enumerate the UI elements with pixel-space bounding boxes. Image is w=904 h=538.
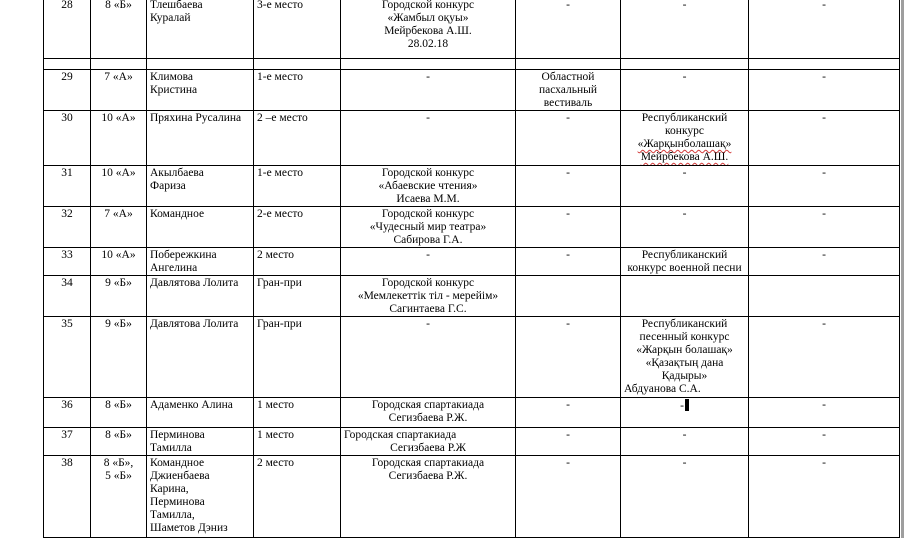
text-cursor [685,399,689,411]
table-row [44,276,900,317]
student-name-cell [147,59,254,70]
region-level-cell [516,166,621,207]
international-level-cell-text: - [822,167,826,179]
republic-level-cell-line: - [682,71,687,83]
region-level-cell [516,276,621,317]
table-row [44,207,900,248]
row-number-cell-text: 33 [61,249,73,261]
student-name-cell-line: Командное [150,457,205,469]
place-cell-text: 3-е место [257,0,303,11]
class-cell-line: 10 «А» [101,167,136,179]
international-level-cell [749,111,900,166]
class-cell [91,398,147,428]
republic-level-cell-line: Мейрбекова А.Ш. [640,151,729,163]
international-level-cell [749,248,900,276]
student-name-cell-line: Тлешбаева [150,0,203,11]
student-name-cell-line: Джиенбаева [150,470,210,482]
place-cell [254,276,341,317]
class-cell [91,59,147,70]
student-name-cell-line: Побережкина [150,249,217,261]
student-name-cell-line: Давлятова Лолита [150,318,239,330]
republic-level-cell [621,0,749,59]
region-level-cell-line: - [566,0,570,11]
student-name-cell-line: Тамилла, [150,509,195,521]
international-level-cell-text: - [822,318,826,330]
place-cell-text: 2 место [257,457,295,469]
republic-level-cell-line: конкурс [665,125,704,137]
republic-level-cell-line: Республиканский [641,112,728,124]
row-number-cell [44,248,91,276]
class-cell-line: 8 «Б» [105,0,132,11]
international-level-cell-text: - [822,457,826,469]
row-number-cell-text: 32 [61,208,73,220]
row-number-cell-text: 29 [61,71,73,83]
international-level-cell [749,207,900,248]
place-cell [254,456,341,538]
student-name-cell [147,456,254,538]
place-cell [254,166,341,207]
international-level-cell-text: - [822,71,826,83]
city-level-cell-line: Сегизбаева Р.Ж. [388,412,468,424]
republic-level-cell [621,70,749,111]
class-cell [91,456,147,538]
international-level-cell [749,398,900,428]
city-level-cell-line: «Чудесный мир театра» [369,221,487,233]
student-name-cell [147,317,254,398]
place-cell [254,398,341,428]
republic-level-cell-line: конкурс военной песни [627,262,742,274]
row-number-cell-text: 36 [61,399,73,411]
republic-level-cell [621,166,749,207]
student-name-cell-line: Пряхина Русалина [150,112,242,124]
table-row [44,70,900,111]
awards-table [43,0,900,538]
student-name-cell-line: Куралай [150,12,191,24]
student-name-cell-line: Кристина [150,84,198,96]
row-number-cell [44,59,91,70]
class-cell-line: 10 «А» [101,249,136,261]
region-level-cell [516,428,621,456]
place-cell [254,317,341,398]
class-cell [91,276,147,317]
republic-level-cell-line: - [624,399,745,413]
student-name-cell-line: Давлятова Лолита [150,277,239,289]
city-level-cell-line: Сегизбаева Р.Ж. [388,470,468,482]
republic-level-cell-line: «Жарқынболашақ» [637,138,732,150]
international-level-cell-text: - [822,249,826,261]
row-number-cell-text: 30 [61,112,73,124]
place-cell-text: 2-е место [257,208,303,220]
table-row [44,317,900,398]
city-level-cell [341,0,516,59]
republic-level-cell-line: - [682,0,687,11]
city-level-cell-line: - [426,112,430,124]
city-level-cell-line: - [426,71,430,83]
place-cell [254,59,341,70]
region-level-cell-line: - [566,249,570,261]
table-body [44,0,900,538]
city-level-cell-line: Сабирова Г.А. [393,234,463,246]
row-number-cell-text: 37 [61,429,73,441]
class-cell [91,70,147,111]
row-number-cell [44,398,91,428]
row-number-cell [44,207,91,248]
place-cell-text: 1 место [257,399,295,411]
row-number-cell [44,70,91,111]
region-level-cell-line: - [566,318,570,330]
republic-level-cell-line: песенный конкурс [639,331,730,343]
city-level-cell-line: Сагинтаева Г.С. [389,303,467,315]
republic-level-cell [621,111,749,166]
city-level-cell-line: Городской конкурс [381,167,475,179]
class-cell-line: 8 «Б», [103,457,134,469]
international-level-cell [749,59,900,70]
class-cell-line: 8 «Б» [105,429,132,441]
class-cell-line: 5 «Б» [105,470,132,482]
region-level-cell [516,207,621,248]
international-level-cell [749,166,900,207]
region-level-cell-line: Областной [541,71,595,83]
republic-level-cell [621,456,749,538]
student-name-cell-line: Карина, [150,483,189,495]
city-level-cell [341,276,516,317]
city-level-cell [341,428,516,456]
republic-level-cell [621,317,749,398]
region-level-cell-line: - [566,208,570,220]
student-name-cell-line: Шаметов Дэниз [150,522,228,534]
student-name-cell-line: Командное [150,208,205,220]
international-level-cell [749,0,900,59]
city-level-cell [341,111,516,166]
region-level-cell [516,0,621,59]
city-level-cell-line: «Абаевские чтения» [378,180,478,192]
city-level-cell [341,70,516,111]
student-name-cell-line: Адаменко Алина [150,399,233,411]
student-name-cell [147,166,254,207]
region-level-cell-line: вестиваль [543,97,593,109]
city-level-cell-line: Городской конкурс [381,277,475,289]
region-level-cell-line: - [566,399,570,411]
city-level-cell-line: - [426,249,430,261]
city-level-cell-line: - [426,318,430,330]
republic-level-cell-line: - [682,429,687,441]
class-cell-line: 9 «Б» [105,277,132,289]
class-cell [91,317,147,398]
place-cell-text: 2 –е место [257,112,308,124]
row-number-cell [44,276,91,317]
class-cell-line: 10 «А» [101,112,136,124]
republic-level-cell [621,59,749,70]
city-level-cell-line: «Жамбыл оқуы» [387,12,469,24]
student-name-cell [147,70,254,111]
class-cell-line: 8 «Б» [105,399,132,411]
international-level-cell-text: - [822,208,826,220]
republic-level-cell [621,428,749,456]
city-level-cell-line: Исаева М.М. [396,193,460,205]
table-row [44,111,900,166]
republic-level-cell-line: - [682,208,687,220]
class-cell-line: 7 «А» [104,208,133,220]
row-number-cell [44,456,91,538]
republic-level-cell [621,248,749,276]
row-number-cell-text: 28 [61,0,73,11]
row-number-cell-text: 38 [61,457,73,469]
student-name-cell [147,428,254,456]
class-cell [91,207,147,248]
class-cell [91,111,147,166]
region-level-cell [516,59,621,70]
student-name-cell [147,248,254,276]
city-level-cell-line: Городская спартакиада [344,429,457,441]
student-name-cell [147,276,254,317]
city-level-cell-line: Городской конкурс [381,0,475,11]
city-level-cell-line: «Мемлекеттік тіл - мерейім» [357,290,499,302]
city-level-cell [341,166,516,207]
city-level-cell [341,59,516,70]
table-row [44,428,900,456]
place-cell [254,248,341,276]
republic-level-cell [621,276,749,317]
international-level-cell-text: - [822,0,826,11]
city-level-cell [341,398,516,428]
class-cell-line: 7 «А» [104,71,133,83]
republic-level-cell-line: «Жарқын болашақ» [636,344,733,356]
student-name-cell-line: Климова [150,71,193,83]
republic-level-cell-line: Қадыры» [661,370,708,382]
table-row [44,166,900,207]
republic-level-cell-line: - [682,457,687,469]
student-name-cell-line: Ангелина [150,262,198,274]
student-name-cell [147,111,254,166]
international-level-cell-text: - [822,112,826,124]
class-cell [91,428,147,456]
place-cell-text: 1-е место [257,167,303,179]
row-number-cell [44,317,91,398]
row-number-cell-text: 35 [61,318,73,330]
city-level-cell [341,207,516,248]
international-level-cell-text: - [822,429,826,441]
region-level-cell-line: - [566,167,570,179]
row-number-cell-text: 31 [61,167,73,179]
student-name-cell [147,0,254,59]
international-level-cell [749,456,900,538]
region-level-cell [516,317,621,398]
student-name-cell [147,207,254,248]
class-cell [91,0,147,59]
student-name-cell-line: Фариза [150,180,186,192]
class-cell-line: 9 «Б» [105,318,132,330]
region-level-cell [516,456,621,538]
city-level-cell-line: Городская спартакиада [371,457,485,469]
city-level-cell [341,317,516,398]
republic-level-cell-line: - [682,167,687,179]
class-cell [91,248,147,276]
city-level-cell [341,456,516,538]
student-name-cell-line: Тамилла [150,442,192,454]
region-level-cell-line: - [566,429,570,441]
row-number-cell [44,111,91,166]
place-cell-text: Гран-при [257,277,302,289]
place-cell-text: 1 место [257,429,295,441]
table-row [44,0,900,59]
place-cell-text: 1-е место [257,71,303,83]
city-level-cell [341,248,516,276]
place-cell [254,0,341,59]
international-level-cell [749,276,900,317]
row-number-cell [44,166,91,207]
region-level-cell [516,70,621,111]
table-row [44,248,900,276]
republic-level-cell-line: Республиканский [641,249,728,261]
international-level-cell [749,70,900,111]
place-cell-text: 2 место [257,249,295,261]
student-name-cell-line: Акылбаева [150,167,204,179]
region-level-cell [516,111,621,166]
place-cell-text: Гран-при [257,318,302,330]
republic-level-cell [621,398,749,428]
region-level-cell [516,398,621,428]
city-level-cell-line: Городская спартакиада [371,399,485,411]
row-number-cell-text: 34 [61,277,73,289]
class-cell [91,166,147,207]
place-cell [254,111,341,166]
region-level-cell-line: пасхальный [538,84,598,96]
region-level-cell [516,248,621,276]
student-name-cell [147,398,254,428]
region-level-cell-line: - [566,457,570,469]
table-row [44,59,900,70]
city-level-cell-line: Городской конкурс [381,208,475,220]
republic-level-cell-line: Абдуанова С.А. [624,383,701,395]
city-level-cell-line: Мейрбекова А.Ш. [384,25,472,37]
republic-level-cell [621,207,749,248]
student-name-cell-line: Перминова [150,496,205,508]
international-level-cell [749,428,900,456]
republic-level-cell-line: Республиканский [641,318,728,330]
republic-level-cell-line: «Қазақтың дана [645,357,724,369]
city-level-cell-line: 28.02.18 [407,38,449,50]
place-cell [254,428,341,456]
international-level-cell-text: - [822,399,826,411]
row-number-cell [44,0,91,59]
table-row [44,398,900,428]
international-level-cell [749,317,900,398]
region-level-cell-line: - [566,112,570,124]
place-cell [254,70,341,111]
city-level-cell-line: Сегизбаева Р.Ж [390,442,466,454]
place-cell [254,207,341,248]
row-number-cell [44,428,91,456]
table-row [44,456,900,538]
student-name-cell-line: Перминова [150,429,205,441]
